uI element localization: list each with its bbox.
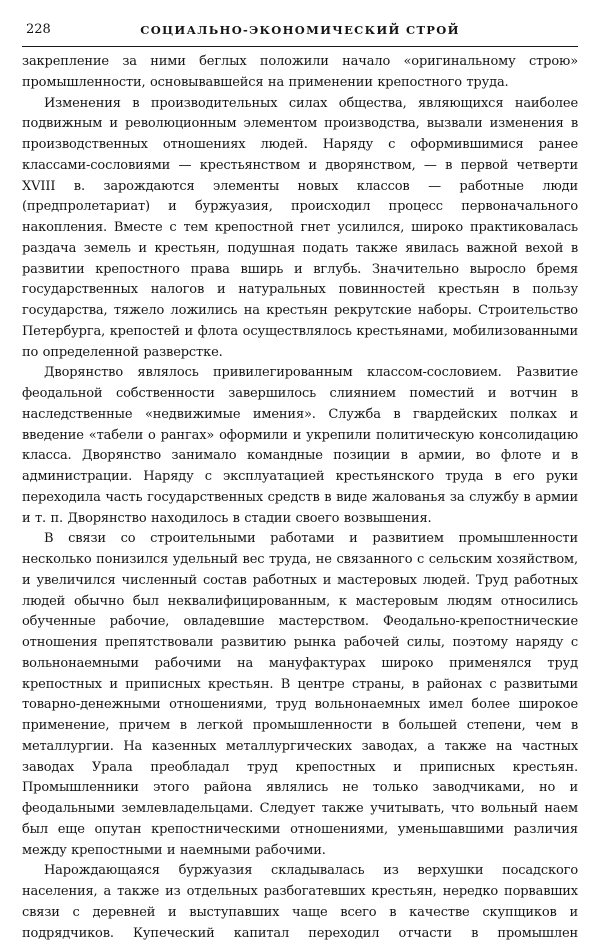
page-header xyxy=(22,10,578,47)
paragraph-continued: закрепление за ними беглых положили начало «оригинальному строю» промышленности, основывавшейся на применении крепостного труда. xyxy=(22,54,578,90)
paragraph-productive-forces: Изменения в производительных силах общества, являющихся наиболее подвижным и революционным элементом производства, вызвали изменения в производственных отношениях людей. Наряду с оформившимися ранее классами-сословиями — крестьянством и дворянством, — в первой четверти XVIII в. зарождаются элементы новых классов — работные люди (предпролетариат) и буржуазия, происходил процесс первоначального накопления. Вместе с тем крепостной гнет усилился, широко практиковалась раздача земель и крестьян, подушная подать также явилась важной вехой в развитии крепостного права вширь и вглубь. Значительно выросло бремя государственных налогов и натуральных повинностей крестьян в пользу государства, тяжело ложились на крестьян рекрутские наборы. Строительство Петербурга, крепостей и флота осуществлялось крестьянами, мобилизованными по определенной разверстке. xyxy=(22,95,578,360)
running-title: СОЦИАЛЬНО-ЭКОНОМИЧЕСКИЙ СТРОЙ xyxy=(140,23,460,37)
body-text xyxy=(22,52,578,944)
paragraph-nobility: Дворянство являлось привилегированным классом-сословием. Развитие феодальной собственности завершилось слиянием поместий и вотчин в наследственные «недвижимые имения». Служба в гвардейских полках и введение «табели о рангах» оформили и укрепили политическую консолидацию класса. Дворянство занимало командные позиции в армии, во флоте и в администрации. Наряду с эксплуатацией крестьянского труда в его руки переходила часть государственных средств в виде жалованья за службу в армии и т. п. Дворянство находилось в стадии своего возвышения. xyxy=(22,365,578,526)
paragraph-bourgeoisie: Нарождающаяся буржуазия складывалась из верхушки посадского населения, а также из отдельных разбогатевших крестьян, нередко порвавших связи с деревней и выступавших чаще всего в качестве скупщиков и подрядчиков. Купеческий капитал переходил отчасти в промышлен xyxy=(22,863,578,941)
paragraph-workers: В связи со строительными работами и развитием промышленности несколько понизился удельный вес труда, не связанного с сельским хозяйством, и увеличился численный состав работных и мастеровых людей. Труд работных людей обычно был неквалифицированным, к мастеровым людям относились обученные рабочие, овладевшие мастерством. Феодально-крепостнические отношения препятствовали развитию рынка рабочей силы, поэтому наряду с вольнонаемными рабочими на мануфактурах широко применялся труд крепостных и приписных крестьян. В центре страны, в районах с развитыми товарно-денежными отношениями, труд вольнонаемных имел более широкое применение, причем в легкой промышленности в большей степени, чем в металлургии. На казенных металлургических заводах, а также на частных заводах Урала преобладал труд крепостных и приписных крестьян. Промышленники этого района являлись не только заводчиками, но и феодальными землевладельцами. Следует также учитывать, что вольный наем был еще опутан крепостническими отношениями, уменьшавшими различия между крепостными и наемными рабочими. xyxy=(22,531,578,858)
page-number: 228 xyxy=(26,22,51,37)
